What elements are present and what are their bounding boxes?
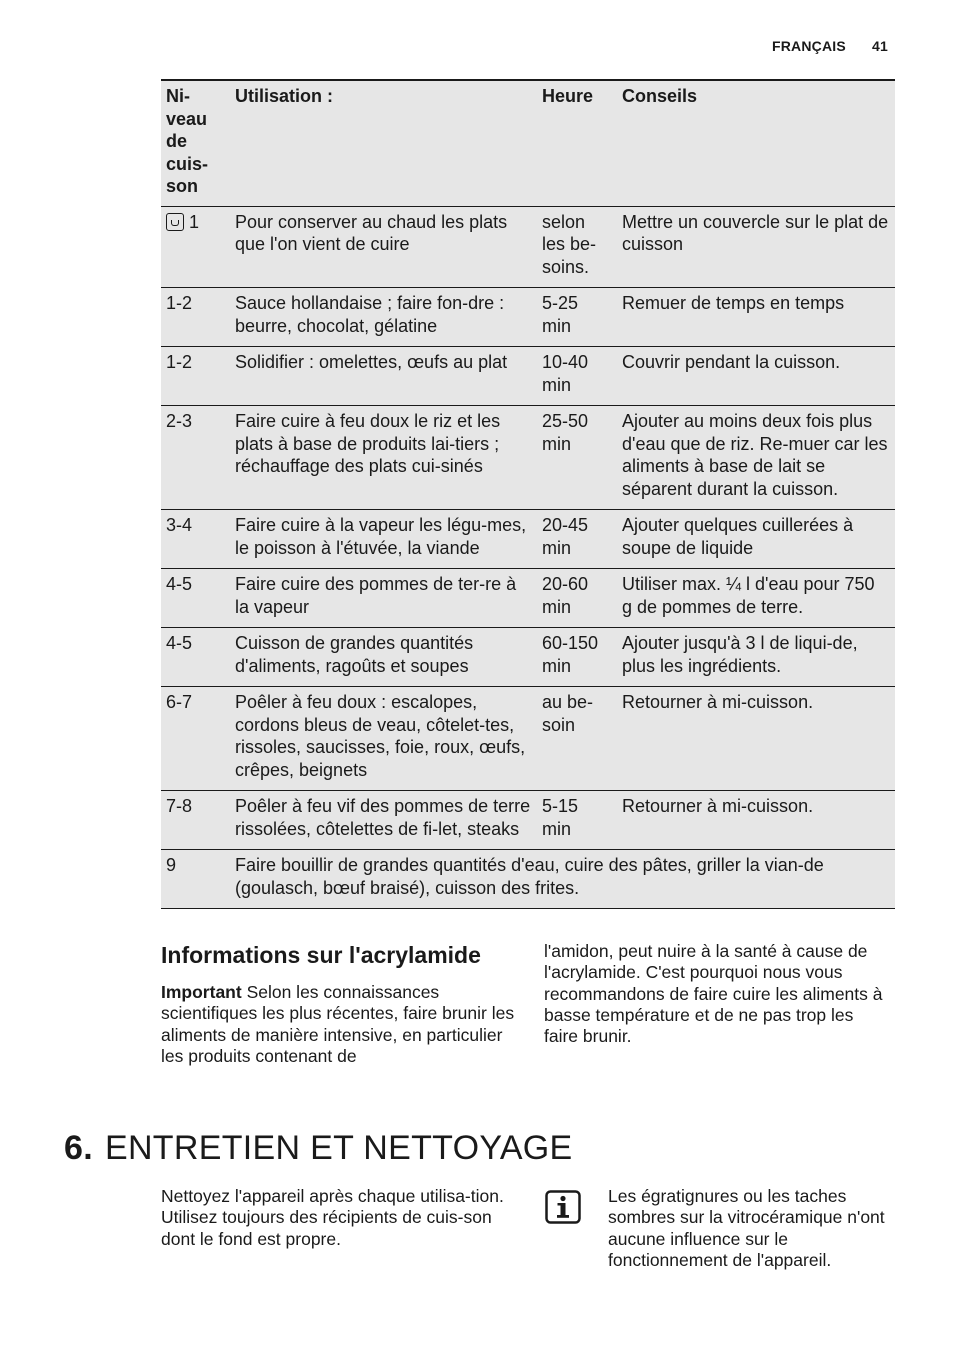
cell-usage: Faire cuire des pommes de ter-re à la vapeur <box>230 569 537 628</box>
section-title: ENTRETIEN ET NETTOYAGE <box>104 1129 573 1167</box>
important-label: Important <box>161 982 242 1002</box>
cell-time: 60-150 min <box>537 628 617 687</box>
cell-level: 7-8 <box>161 791 230 850</box>
cell-tips: Utiliser max. ¼ l d'eau pour 750 g de pommes de terre. <box>617 569 895 628</box>
table-row <box>161 791 895 850</box>
cell-time: selon les be-soins. <box>537 206 617 288</box>
maintenance-text <box>161 1186 521 1250</box>
col-header-time: Heure <box>537 80 617 206</box>
table-row <box>161 569 895 628</box>
cell-usage: Solidifier : omelettes, œufs au plat <box>230 347 537 406</box>
cell-time: 5-25 min <box>537 288 617 347</box>
col-header-usage: Utilisation : <box>230 80 537 206</box>
maintenance-para-1: Nettoyez l'appareil après chaque utilisa-tion. <box>161 1186 504 1206</box>
cell-tips: Couvrir pendant la cuisson. <box>617 347 895 406</box>
cell-level: 3-4 <box>161 510 230 569</box>
info-note-text: Les égratignures ou les taches sombres sur la vitrocéramique n'ont aucune influence sur le fonctionnement de l'appareil. <box>608 1186 885 1270</box>
cell-level-value: 1 <box>189 211 200 232</box>
cell-tips: Retourner à mi-cuisson. <box>617 687 895 791</box>
acrylamide-text-left-body: Selon les connaissances scientifiques les plus récentes, faire brunir les aliments de manière intensive, en particulier les produits contenant de <box>161 982 515 1066</box>
cell-time: 20-45 min <box>537 510 617 569</box>
col-header-level: Ni- veau de cuis- son <box>161 80 230 206</box>
table-row <box>161 628 895 687</box>
maintenance-para-2: Utilisez toujours des récipients de cuis-son dont le fond est propre. <box>161 1207 492 1249</box>
section-heading <box>64 1126 573 1170</box>
col-header-tips: Conseils <box>617 80 895 206</box>
acrylamide-heading: Informations sur l'acrylamide <box>161 942 481 968</box>
cell-usage: Poêler à feu doux : escalopes, cordons bleus de veau, côtelet-tes, rissoles, saucisses, foie, roux, œufs, crêpes, beignets <box>230 687 537 791</box>
cell-level: 9 <box>161 850 230 909</box>
cooking-levels-table <box>161 79 895 909</box>
header-language: FRANÇAIS <box>771 38 846 54</box>
keep-warm-icon <box>166 213 184 231</box>
cell-usage-wide: Faire bouillir de grandes quantités d'eau, cuire des pâtes, griller la vian-de (goulasch, bœuf braisé), cuisson des frites. <box>230 850 895 909</box>
page-number: 41 <box>872 38 888 54</box>
table-row <box>161 687 895 791</box>
cell-usage: Faire cuire à feu doux le riz et les plats à base de produits lai-tiers ; réchauffage des plats cui-sinés <box>230 406 537 510</box>
acrylamide-text-right: l'amidon, peut nuire à la santé à cause de l'acrylamide. C'est pourquoi nous vous recommandons de faire cuire les aliments à basse température et de ne pas trop les faire brunir. <box>544 941 883 1047</box>
cell-time: 10-40 min <box>537 347 617 406</box>
cell-time: 20-60 min <box>537 569 617 628</box>
acrylamide-text-left <box>161 982 516 1067</box>
info-icon <box>545 1190 581 1224</box>
table-row <box>161 406 895 510</box>
table-row <box>161 206 895 288</box>
table-row <box>161 288 895 347</box>
table-header-row <box>161 80 895 206</box>
cell-level <box>161 206 230 288</box>
cell-tips: Ajouter jusqu'à 3 l de liqui-de, plus les ingrédients. <box>617 628 895 687</box>
cell-level: 1-2 <box>161 288 230 347</box>
cell-tips: Ajouter quelques cuillerées à soupe de liquide <box>617 510 895 569</box>
cell-usage: Faire cuire à la vapeur les légu-mes, le poisson à l'étuvée, la viande <box>230 510 537 569</box>
cell-tips: Ajouter au moins deux fois plus d'eau que de riz. Re-muer car les aliments à base de lait se séparent durant la cuisson. <box>617 406 895 510</box>
cell-usage: Sauce hollandaise ; faire fon-dre : beurre, chocolat, gélatine <box>230 288 537 347</box>
cell-time: au be-soin <box>537 687 617 791</box>
section-number: 6. <box>64 1129 93 1167</box>
cell-level: 1-2 <box>161 347 230 406</box>
cell-tips: Retourner à mi-cuisson. <box>617 791 895 850</box>
cell-usage: Poêler à feu vif des pommes de terre rissolées, côtelettes de fi-let, steaks <box>230 791 537 850</box>
cell-level: 4-5 <box>161 628 230 687</box>
cell-time: 5-15 min <box>537 791 617 850</box>
cell-level: 4-5 <box>161 569 230 628</box>
cell-tips: Remuer de temps en temps <box>617 288 895 347</box>
cell-tips: Mettre un couvercle sur le plat de cuisson <box>617 206 895 288</box>
cell-usage: Pour conserver au chaud les plats que l'on vient de cuire <box>230 206 537 288</box>
table-row <box>161 347 895 406</box>
table-row <box>161 850 895 909</box>
table-row <box>161 510 895 569</box>
cell-level: 6-7 <box>161 687 230 791</box>
page-header <box>772 38 888 54</box>
cell-time: 25-50 min <box>537 406 617 510</box>
cell-usage: Cuisson de grandes quantités d'aliments, ragoûts et soupes <box>230 628 537 687</box>
cell-level: 2-3 <box>161 406 230 510</box>
